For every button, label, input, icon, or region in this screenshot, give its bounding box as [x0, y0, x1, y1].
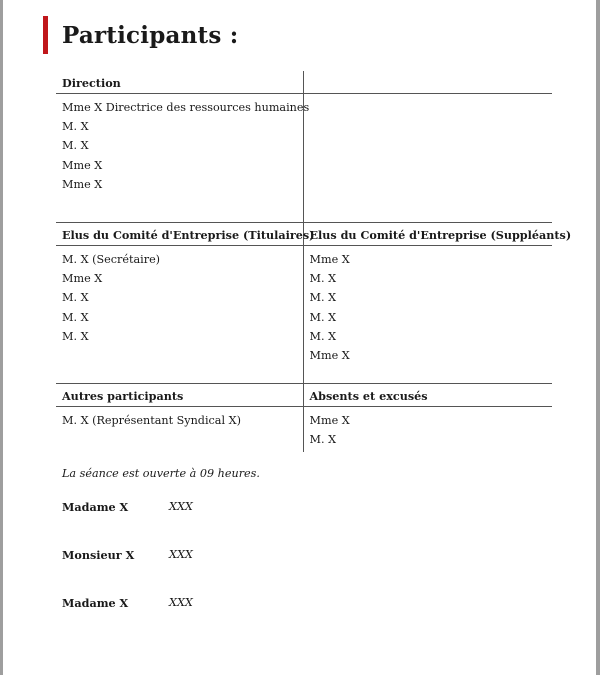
speaker-entry: [62, 500, 193, 514]
list-item: M. X: [62, 291, 89, 305]
list-item: M. X: [309, 433, 337, 447]
speaker-entry: [62, 548, 193, 562]
list-item: M. X: [309, 272, 337, 286]
header-direction: Direction: [56, 71, 303, 94]
direction-list: [56, 94, 310, 223]
list-item: Mme X: [62, 177, 103, 191]
list-item: M. X: [62, 329, 89, 343]
body-row-elus: [56, 246, 552, 384]
speaker-name: Monsieur X: [62, 548, 135, 562]
titulaires-list: [56, 246, 303, 384]
header-suppleants: Elus du Comité d'Entreprise (Suppléants): [303, 223, 552, 246]
absents-list: [303, 407, 552, 453]
list-item: M. X: [309, 329, 337, 343]
meeting-opening-text: La séance est ouverte à 09 heures.: [62, 467, 260, 480]
speaker-text: XXX: [169, 548, 193, 561]
list-item: M. X: [309, 310, 337, 324]
header-row-direction: [56, 71, 552, 94]
page-title: Participants :: [62, 21, 239, 49]
participants-table: [56, 71, 572, 452]
header-row-elus: [56, 223, 552, 246]
header-absents: Absents et excusés: [303, 384, 552, 407]
list-item: M. X: [62, 310, 89, 324]
document-page: [3, 0, 596, 675]
body-row-direction: [56, 94, 552, 223]
header-titulaires: Elus du Comité d'Entreprise (Titulaires): [56, 223, 303, 246]
list-item: Mme X: [309, 348, 350, 362]
list-item: M. X (Représentant Syndical X): [62, 414, 241, 427]
list-item: Mme X: [62, 158, 103, 172]
direction-right-empty: [303, 94, 552, 223]
list-item: M. X (Secrétaire): [62, 253, 161, 266]
suppleants-list: [303, 246, 552, 384]
list-item: Mme X: [309, 414, 350, 427]
header-autres: Autres participants: [56, 384, 303, 407]
autres-list: [56, 407, 303, 453]
accent-bar: [43, 16, 48, 54]
speaker-text: XXX: [169, 500, 193, 513]
list-item: Mme X Directrice des ressources humaines: [62, 101, 310, 114]
header-empty: [303, 71, 552, 94]
section-heading: [43, 16, 238, 54]
speaker-text: XXX: [169, 596, 193, 609]
speaker-name: Madame X: [62, 596, 129, 610]
list-item: M. X: [309, 291, 337, 305]
list-item: Mme X: [62, 272, 103, 286]
list-item: Mme X: [309, 253, 350, 266]
header-row-autres: [56, 384, 552, 407]
speaker-name: Madame X: [62, 500, 129, 514]
speaker-entry: [62, 596, 193, 610]
list-item: M. X: [62, 120, 89, 134]
list-item: M. X: [62, 139, 89, 153]
body-row-autres: [56, 407, 552, 453]
